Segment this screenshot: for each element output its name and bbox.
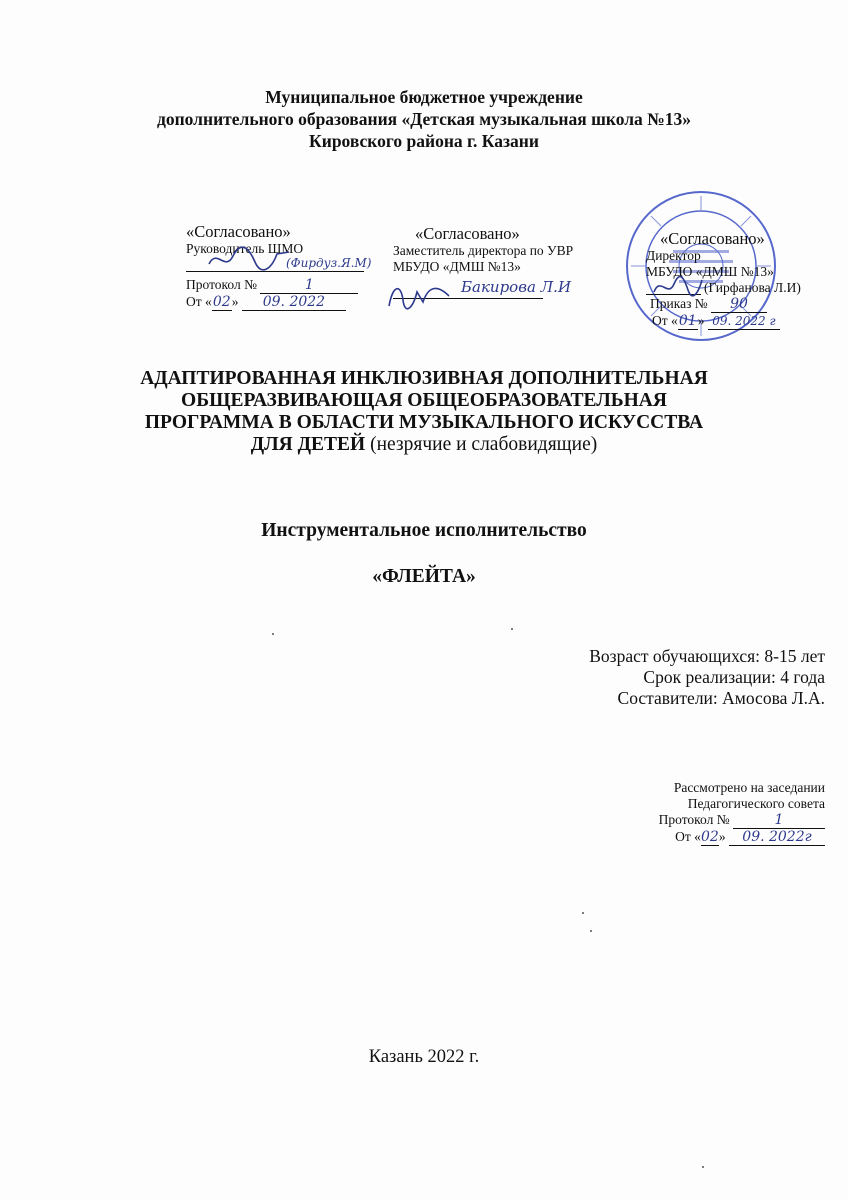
approval-right-org: МБУДО «ДМШ №13»: [646, 264, 774, 279]
title-line-4-main: ДЛЯ ДЕТЕЙ: [250, 434, 366, 455]
handwritten-signature-right: [650, 274, 706, 300]
date-rest: 09. 2022: [242, 294, 346, 311]
title-line-2: ОБЩЕРАЗВИВАЮЩАЯ ОБЩЕОБРАЗОВАТЕЛЬНАЯ: [181, 390, 667, 411]
approval-left-heading: «Согласовано»: [186, 222, 291, 241]
date-day: 02: [212, 294, 231, 310]
title-line-1: АДАПТИРОВАННАЯ ИНКЛЮЗИВНАЯ ДОПОЛНИТЕЛЬНАЯ: [140, 368, 708, 389]
date-mid: »: [231, 294, 239, 309]
order-number: 90: [711, 296, 767, 313]
approval-right-date: [646, 313, 780, 330]
meta-duration: Срок реализации: 4 года: [643, 667, 825, 687]
meta-age: Возраст обучающихся: 8-15 лет: [589, 646, 825, 666]
approval-left-date: [186, 294, 364, 311]
review-block: [659, 780, 825, 846]
institution-line-2: дополнительного образования «Детская музыкальная школа №13»: [156, 109, 692, 129]
scan-speck: [511, 628, 513, 630]
date-prefix: От «: [652, 313, 678, 328]
date-day: 01: [678, 313, 697, 329]
title-line-4: [0, 434, 848, 456]
approval-middle-org: МБУДО «ДМШ №13»: [393, 259, 521, 274]
program-instrument: «ФЛЕЙТА»: [372, 566, 476, 587]
city-year: Казань 2022 г.: [368, 1047, 480, 1067]
program-meta: [589, 646, 825, 709]
institution-header: [0, 86, 848, 152]
approval-right-heading: «Согласовано»: [660, 229, 765, 248]
protocol-label: Протокол №: [186, 277, 257, 292]
review-protocol: [659, 812, 825, 829]
protocol-number: 1: [260, 277, 358, 294]
date-rest: 09. 2022 г: [708, 313, 780, 330]
approval-middle-signature-note: Бакирова Л.И: [461, 278, 572, 296]
review-date: [659, 829, 825, 846]
scan-speck: [702, 1166, 704, 1168]
program-subtitle: Инструментальное исполнительство: [261, 520, 587, 541]
handwritten-signature-middle: [383, 278, 453, 314]
title-note: (незрячие и слабовидящие): [370, 434, 598, 455]
institution-line-1: Муниципальное бюджетное учреждение: [265, 87, 583, 107]
scan-speck: [272, 633, 274, 635]
date-mid: »: [697, 313, 705, 328]
approval-middle-heading: «Согласовано»: [415, 224, 520, 243]
approval-right-name: (Гирфанова Л.И): [704, 280, 801, 295]
title-line-3: ПРОГРАММА В ОБЛАСТИ МУЗЫКАЛЬНОГО ИСКУССТВА: [144, 412, 704, 433]
approval-left-role: Руководитель ШМО: [186, 241, 304, 256]
approval-left-signature-note: (Фирдуз.Я.М): [286, 256, 372, 270]
review-line-1: Рассмотрено на заседании: [673, 780, 825, 795]
date-prefix: От «: [675, 829, 701, 844]
order-label: Приказ №: [650, 296, 708, 311]
handwritten-signature-left: [205, 244, 295, 274]
protocol-label: Протокол №: [658, 812, 730, 827]
date-mid: »: [718, 829, 726, 844]
date-prefix: От «: [186, 294, 212, 309]
date-day: 02: [700, 829, 719, 845]
program-title: [0, 368, 848, 456]
approval-right-role: Директор: [646, 248, 701, 263]
approval-left-protocol: [186, 277, 364, 294]
meta-authors: Составители: Амосова Л.А.: [617, 688, 825, 708]
date-rest: 09. 2022г: [729, 829, 825, 846]
protocol-number: 1: [733, 812, 825, 829]
institution-line-3: Кировского района г. Казани: [309, 131, 539, 151]
scan-speck: [582, 912, 584, 914]
scan-speck: [590, 930, 592, 932]
review-line-2: Педагогического совета: [687, 796, 825, 811]
approval-middle-role: Заместитель директора по УВР: [393, 243, 574, 258]
